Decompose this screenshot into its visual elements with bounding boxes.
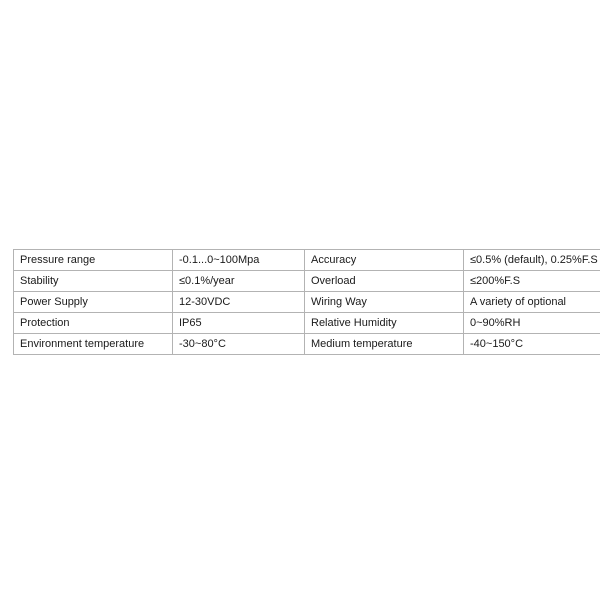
spec-label: Stability	[14, 271, 173, 292]
spec-value: -30~80°C	[173, 334, 305, 355]
spec-value: 12-30VDC	[173, 292, 305, 313]
spec-label: Pressure range	[14, 250, 173, 271]
spec-label: Medium temperature	[305, 334, 464, 355]
specification-table-body	[14, 250, 600, 355]
spec-value: -0.1...0~100Mpa	[173, 250, 305, 271]
spec-value: 0~90%RH	[464, 313, 600, 334]
table-row	[14, 334, 600, 355]
spec-label: Wiring Way	[305, 292, 464, 313]
table-row	[14, 313, 600, 334]
spec-label: Protection	[14, 313, 173, 334]
spec-value: ≤0.1%/year	[173, 271, 305, 292]
spec-label: Power Supply	[14, 292, 173, 313]
spec-value: ≤200%F.S	[464, 271, 600, 292]
spec-value: IP65	[173, 313, 305, 334]
table-row	[14, 271, 600, 292]
spec-label: Accuracy	[305, 250, 464, 271]
spec-label: Overload	[305, 271, 464, 292]
table-row	[14, 292, 600, 313]
spec-value: ≤0.5% (default), 0.25%F.S	[464, 250, 600, 271]
spec-label: Relative Humidity	[305, 313, 464, 334]
specification-table-container	[13, 249, 598, 355]
spec-value: -40~150°C	[464, 334, 600, 355]
specification-table	[13, 249, 600, 355]
table-row	[14, 250, 600, 271]
spec-label: Environment temperature	[14, 334, 173, 355]
spec-value: A variety of optional	[464, 292, 600, 313]
